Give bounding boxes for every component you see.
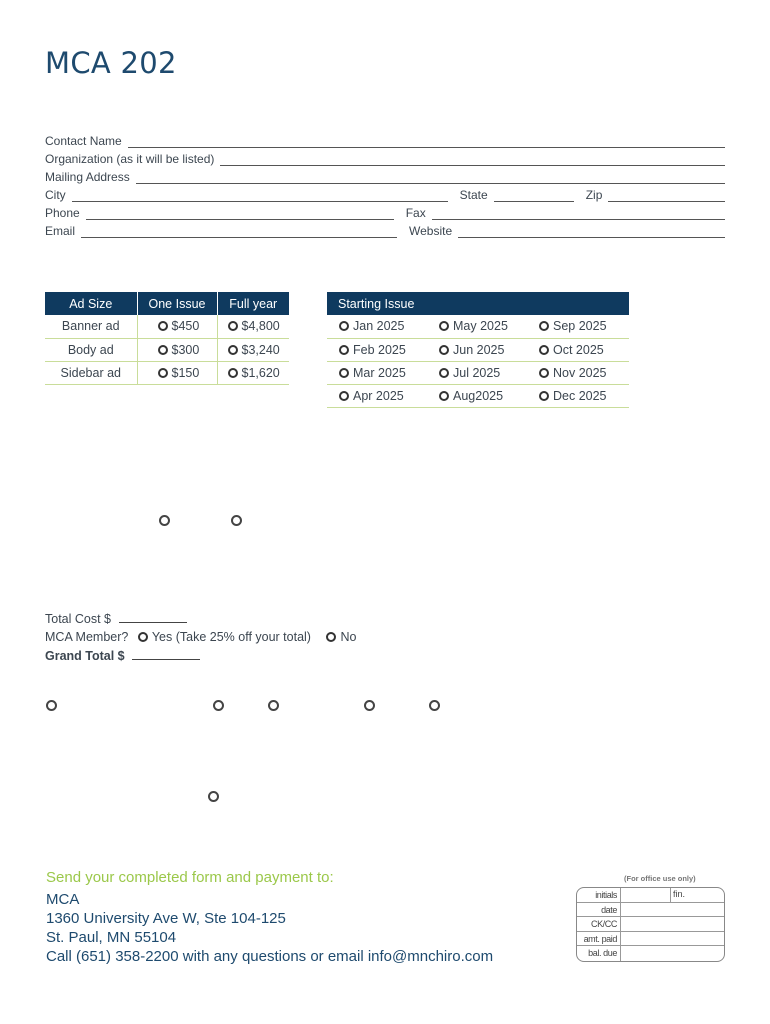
- table-row: [327, 338, 629, 361]
- radio-icon[interactable]: [339, 391, 349, 401]
- grand-total-label: Grand Total $: [45, 649, 125, 663]
- office-row: bal. due: [588, 948, 617, 958]
- starting-issue-header: Starting Issue: [327, 292, 629, 315]
- full-year-option[interactable]: $3,240: [217, 338, 289, 361]
- table-row: [45, 338, 289, 361]
- ad-size-cell: Banner ad: [45, 315, 137, 338]
- contact-name-label: Contact Name: [45, 134, 122, 148]
- issue-option[interactable]: Dec 2025: [527, 384, 629, 407]
- table-row: [45, 361, 289, 384]
- one-issue-option[interactable]: $150: [137, 361, 217, 384]
- address-line-3: St. Paul, MN 55104: [46, 929, 177, 946]
- grand-total-field[interactable]: [132, 650, 200, 660]
- office-row: initials fin.: [577, 888, 725, 903]
- contact-line: Call (651) 358-2200 with any questions or email info@mnchiro.com: [46, 948, 494, 965]
- radio-icon[interactable]: [439, 368, 449, 378]
- table-row: [45, 315, 289, 338]
- mailing-address-row: [45, 168, 725, 184]
- radio-icon[interactable]: [158, 345, 168, 355]
- issue-option[interactable]: Aug2025: [427, 384, 527, 407]
- ad-size-header: Ad Size: [45, 292, 137, 315]
- full-year-header: Full year: [217, 292, 289, 315]
- website-field[interactable]: [458, 227, 725, 238]
- radio-icon[interactable]: [228, 345, 238, 355]
- radio-icon[interactable]: [539, 321, 549, 331]
- zip-label: Zip: [585, 188, 603, 202]
- contact-name-field[interactable]: [128, 137, 725, 148]
- organization-row: [45, 150, 725, 166]
- table-row: [327, 315, 629, 338]
- radio-icon[interactable]: [213, 700, 224, 711]
- zip-field[interactable]: [608, 191, 725, 202]
- total-cost-field[interactable]: [119, 613, 187, 623]
- member-no-label: No: [340, 630, 357, 644]
- email-field[interactable]: [81, 227, 397, 238]
- issue-option[interactable]: May 2025: [427, 315, 527, 338]
- radio-icon[interactable]: [429, 700, 440, 711]
- office-row: amt. paid: [577, 932, 725, 947]
- radio-icon[interactable]: [439, 345, 449, 355]
- address-line-1: MCA: [46, 891, 80, 908]
- radio-icon[interactable]: [339, 321, 349, 331]
- issue-option[interactable]: Feb 2025: [327, 338, 427, 361]
- one-issue-header: One Issue: [137, 292, 217, 315]
- office-use-box: [576, 887, 725, 962]
- contact-name-row: [45, 132, 725, 148]
- organization-label: Organization (as it will be listed): [45, 152, 215, 166]
- one-issue-option[interactable]: $450: [137, 315, 217, 338]
- table-row: [327, 384, 629, 407]
- grand-total-row: [45, 649, 200, 663]
- member-question: MCA Member?: [45, 630, 129, 644]
- member-row: [45, 630, 356, 644]
- radio-icon[interactable]: [364, 700, 375, 711]
- radio-icon[interactable]: [339, 345, 349, 355]
- radio-icon[interactable]: [159, 515, 170, 526]
- fax-field[interactable]: [432, 209, 725, 220]
- state-label: State: [459, 188, 488, 202]
- total-cost-row: [45, 612, 187, 626]
- issue-option[interactable]: Jun 2025: [427, 338, 527, 361]
- fin-label: fin.: [673, 889, 686, 899]
- mailing-address-label: Mailing Address: [45, 170, 130, 184]
- website-label: Website: [409, 224, 453, 238]
- office-use-caption: (For office use only): [624, 874, 696, 883]
- address-line-2: 1360 University Ave W, Ste 104-125: [46, 910, 286, 927]
- ad-size-table: [45, 292, 289, 385]
- radio-icon[interactable]: [158, 368, 168, 378]
- organization-field[interactable]: [220, 155, 725, 166]
- radio-icon[interactable]: [439, 391, 449, 401]
- ad-size-cell: Body ad: [45, 338, 137, 361]
- office-row: CK/CC: [577, 917, 725, 932]
- radio-icon[interactable]: [46, 700, 57, 711]
- city-field[interactable]: [72, 191, 448, 202]
- issue-option[interactable]: Apr 2025: [327, 384, 427, 407]
- member-yes-label: Yes (Take 25% off your total): [151, 630, 311, 644]
- radio-icon[interactable]: [539, 345, 549, 355]
- one-issue-option[interactable]: $300: [137, 338, 217, 361]
- issue-option[interactable]: Oct 2025: [527, 338, 629, 361]
- full-year-option[interactable]: $1,620: [217, 361, 289, 384]
- radio-icon[interactable]: [231, 515, 242, 526]
- issue-option[interactable]: Jan 2025: [327, 315, 427, 338]
- phone-fax-row: [45, 204, 725, 220]
- issue-option[interactable]: Nov 2025: [527, 361, 629, 384]
- issue-option[interactable]: Jul 2025: [427, 361, 527, 384]
- phone-label: Phone: [45, 206, 80, 220]
- table-row: [327, 361, 629, 384]
- radio-icon[interactable]: [539, 368, 549, 378]
- full-year-option[interactable]: $4,800: [217, 315, 289, 338]
- issue-option[interactable]: Mar 2025: [327, 361, 427, 384]
- starting-issue-table: [327, 292, 629, 408]
- radio-icon[interactable]: [539, 391, 549, 401]
- page-title: MCA 202: [45, 46, 177, 80]
- fax-label: Fax: [405, 206, 426, 220]
- send-heading: Send your completed form and payment to:: [46, 869, 334, 886]
- mailing-address-field[interactable]: [136, 173, 725, 184]
- radio-icon[interactable]: [138, 632, 148, 642]
- radio-icon[interactable]: [208, 791, 219, 802]
- city-state-zip-row: [45, 186, 725, 202]
- radio-icon[interactable]: [158, 321, 168, 331]
- radio-icon[interactable]: [228, 368, 238, 378]
- issue-option[interactable]: Sep 2025: [527, 315, 629, 338]
- ad-size-cell: Sidebar ad: [45, 361, 137, 384]
- email-label: Email: [45, 224, 76, 238]
- radio-icon[interactable]: [326, 632, 336, 642]
- phone-field[interactable]: [86, 209, 394, 220]
- office-row: date: [577, 903, 725, 918]
- radio-icon[interactable]: [339, 368, 349, 378]
- radio-icon[interactable]: [439, 321, 449, 331]
- total-cost-label: Total Cost $: [45, 612, 112, 626]
- radio-icon[interactable]: [268, 700, 279, 711]
- state-field[interactable]: [494, 191, 574, 202]
- radio-icon[interactable]: [228, 321, 238, 331]
- email-website-row: [45, 222, 725, 238]
- city-label: City: [45, 188, 66, 202]
